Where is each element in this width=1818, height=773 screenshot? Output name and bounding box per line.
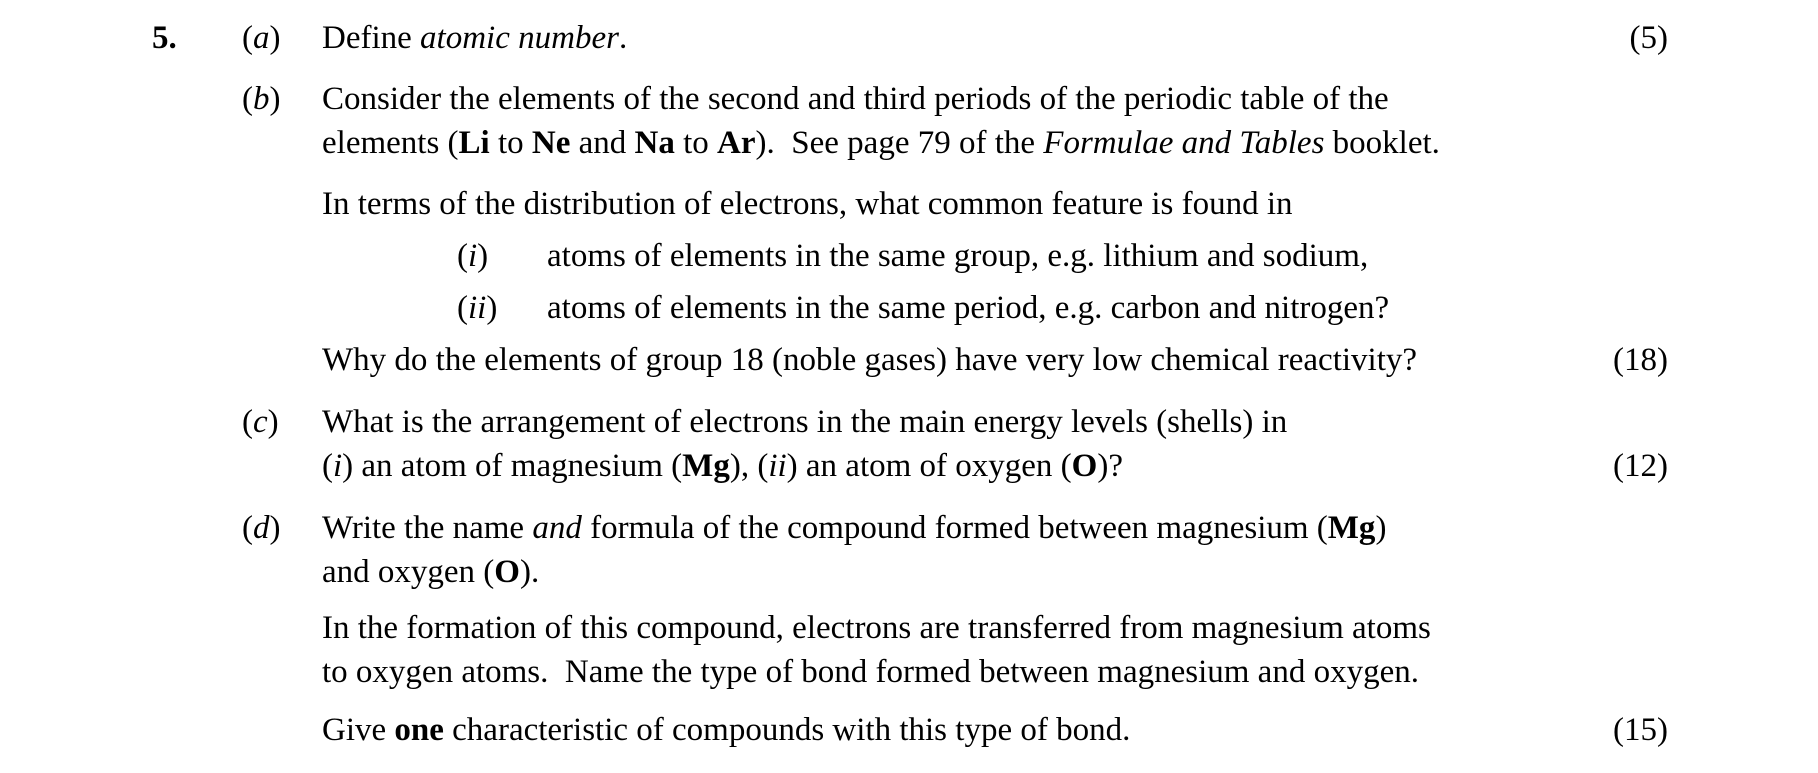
text-run: and — [532, 510, 582, 546]
text-run: ) an atom of oxygen ( — [786, 448, 1072, 484]
part-letter: d — [253, 510, 270, 546]
text-run: Mg — [682, 448, 730, 484]
question-line — [322, 286, 1668, 330]
question-line — [322, 606, 1668, 650]
part-letter: b — [253, 81, 270, 117]
line-text — [547, 238, 1368, 274]
subpart-letter: ii — [468, 290, 487, 326]
line-text — [322, 554, 539, 590]
part-label: (d) — [242, 510, 281, 546]
text-run: O — [494, 554, 520, 590]
part-label: (a) — [242, 20, 281, 56]
line-text — [322, 712, 1130, 748]
text-run: Na — [634, 125, 675, 161]
text-run: formula of the compound formed between magnesium ( — [581, 510, 1328, 546]
text-run: ii — [768, 448, 787, 484]
marks-value: (18) — [1613, 342, 1668, 378]
line-text — [322, 654, 1419, 690]
question-line — [242, 77, 1668, 121]
text-run: atoms of elements in the same group, e.g. lithium and sodium, — [547, 238, 1369, 274]
question-line — [322, 182, 1668, 226]
subpart-label: (i) — [457, 238, 489, 274]
part-label: (b) — [242, 81, 281, 117]
line-text — [322, 448, 1123, 484]
line-text — [322, 81, 1389, 117]
text-run: ). See page 79 of the — [755, 125, 1044, 161]
text-run: What is the arrangement of electrons in the main energy levels (shells) in — [322, 404, 1288, 440]
line-text — [322, 125, 1440, 161]
subpart-letter: i — [468, 238, 478, 274]
text-run: Consider the elements of the second and third periods of the periodic table of the — [322, 81, 1389, 117]
text-run: )? — [1097, 448, 1123, 484]
text-run: In the formation of this compound, electrons are transferred from magnesium atoms — [322, 610, 1431, 646]
line-text — [547, 290, 1389, 326]
text-run: one — [394, 712, 444, 748]
text-run: and — [570, 125, 635, 161]
line-text — [322, 20, 627, 56]
question-line — [322, 234, 1668, 278]
text-run: Define — [322, 20, 421, 56]
text-run: O — [1071, 448, 1098, 484]
text-run: Write the name — [322, 510, 533, 546]
line-text — [322, 342, 1417, 378]
text-run: booklet. — [1324, 125, 1440, 161]
text-run: i — [333, 448, 343, 484]
text-run: ) — [1375, 510, 1387, 546]
part-letter: c — [253, 404, 268, 440]
text-run: Ar — [717, 125, 756, 161]
text-run: Ne — [531, 125, 571, 161]
text-run: ) an atom of magnesium ( — [342, 448, 683, 484]
line-text — [322, 610, 1431, 646]
text-run: to — [489, 125, 532, 161]
part-letter: a — [253, 20, 270, 56]
text-run: to — [674, 125, 718, 161]
part-label: (c) — [242, 404, 279, 440]
question-line — [322, 650, 1668, 694]
text-run: Give — [322, 712, 395, 748]
question-line — [322, 708, 1668, 752]
line-text — [322, 186, 1293, 222]
text-run: Formulae and Tables — [1043, 125, 1325, 161]
question-number: 5. — [152, 20, 177, 56]
line-text — [322, 404, 1287, 440]
question-line — [322, 121, 1668, 165]
line-text — [322, 510, 1386, 546]
text-run: and oxygen ( — [322, 554, 495, 590]
question-line — [322, 444, 1668, 488]
marks-value: (15) — [1613, 712, 1668, 748]
question-line — [152, 16, 1668, 60]
text-run: In terms of the distribution of electrons, what common feature is found in — [322, 186, 1293, 222]
text-run: ). — [519, 554, 540, 590]
question-line — [322, 550, 1668, 594]
text-run: elements ( — [322, 125, 459, 161]
question-line — [242, 400, 1668, 444]
text-run: . — [618, 20, 628, 56]
question-line — [242, 506, 1668, 550]
text-run: Why do the elements of group 18 (noble gases) have very low chemical reactivity? — [322, 342, 1418, 378]
marks-value: (5) — [1629, 20, 1668, 56]
question-line — [322, 338, 1668, 382]
text-run: ( — [322, 448, 333, 484]
subpart-label: (ii) — [457, 290, 498, 326]
marks-value: (12) — [1613, 448, 1668, 484]
text-run: atoms of elements in the same period, e.g. carbon and nitrogen? — [547, 290, 1390, 326]
text-run: characteristic of compounds with this type of bond. — [443, 712, 1131, 748]
text-run: ), ( — [729, 448, 769, 484]
text-run: Li — [458, 125, 490, 161]
text-run: atomic number — [420, 20, 619, 56]
text-run: to oxygen atoms. Name the type of bond formed between magnesium and oxygen. — [322, 654, 1419, 690]
text-run: Mg — [1327, 510, 1376, 546]
